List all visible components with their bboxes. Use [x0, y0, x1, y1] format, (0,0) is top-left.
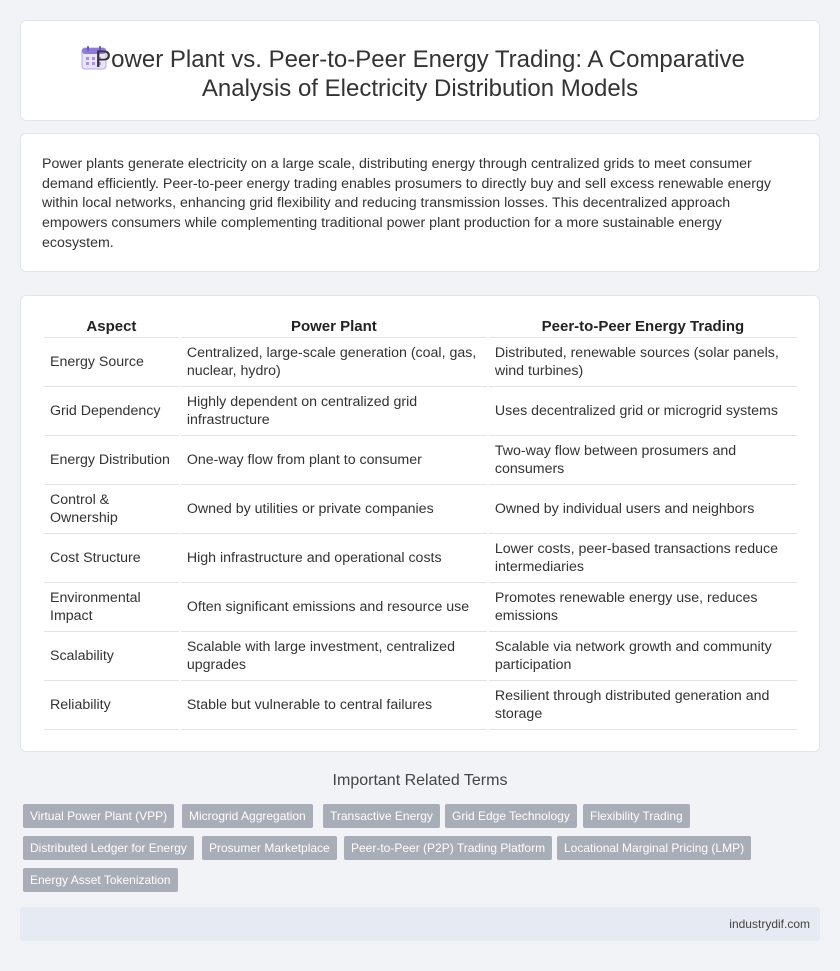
- tag-energy-asset-tokenization[interactable]: Energy Asset Tokenization: [23, 868, 178, 892]
- table-row: [44, 338, 797, 387]
- tag-locational-marginal-pricing[interactable]: Locational Marginal Pricing (LMP): [557, 836, 751, 860]
- row-p2p: Uses decentralized grid or microgrid systems: [489, 387, 797, 436]
- row-aspect: Energy Source: [44, 338, 179, 387]
- tag-distributed-ledger[interactable]: Distributed Ledger for Energy: [23, 836, 194, 860]
- tag-microgrid-aggregation[interactable]: Microgrid Aggregation: [182, 804, 313, 828]
- page-title-line-1: Power Plant vs. Peer-to-Peer Energy Trading: A Comparative: [95, 46, 745, 73]
- tag-virtual-power-plant[interactable]: Virtual Power Plant (VPP): [23, 804, 174, 828]
- footer: [20, 907, 820, 941]
- row-aspect: Grid Dependency: [44, 387, 179, 436]
- table-row: [44, 387, 797, 436]
- tag-grid-edge-technology[interactable]: Grid Edge Technology: [445, 804, 577, 828]
- comparison-card: [20, 295, 820, 752]
- intro-paragraph: Power plants generate electricity on a large scale, distributing energy through centralized grids to meet consumer demand efficiently. Peer-to-peer energy trading enables prosumers to directly buy and sell excess renewable energy within local networks, enhancing grid flexibility and reducing transmission losses. This decentralized approach empowers consumers while complementing traditional power plant production for a more sustainable energy ecosystem.: [42, 156, 771, 251]
- comparison-table: [42, 315, 799, 730]
- table-row: [44, 534, 797, 583]
- footer-site-link[interactable]: industrydif.com: [729, 917, 810, 931]
- row-power-plant: High infrastructure and operational costs: [181, 534, 487, 583]
- header-power-plant: Power Plant: [181, 315, 487, 338]
- tag-flexibility-trading[interactable]: Flexibility Trading: [583, 804, 690, 828]
- row-p2p: Two-way flow between prosumers and consumers: [489, 436, 797, 485]
- row-p2p: Distributed, renewable sources (solar panels, wind turbines): [489, 338, 797, 387]
- row-power-plant: Scalable with large investment, centralized upgrades: [181, 632, 487, 681]
- row-aspect: Energy Distribution: [44, 436, 179, 485]
- page-title: [21, 45, 819, 103]
- table-row: [44, 485, 797, 534]
- row-power-plant: Highly dependent on centralized grid infrastructure: [181, 387, 487, 436]
- intro-card: [20, 133, 820, 272]
- table-header-row: [44, 315, 797, 338]
- row-aspect: Reliability: [44, 681, 179, 730]
- tag-transactive-energy[interactable]: Transactive Energy: [323, 804, 440, 828]
- row-p2p: Promotes renewable energy use, reduces emissions: [489, 583, 797, 632]
- row-power-plant: Centralized, large-scale generation (coal, gas, nuclear, hydro): [181, 338, 487, 387]
- tag-prosumer-marketplace[interactable]: Prosumer Marketplace: [202, 836, 337, 860]
- row-p2p: Scalable via network growth and community participation: [489, 632, 797, 681]
- title-card: [20, 20, 820, 121]
- row-p2p: Owned by individual users and neighbors: [489, 485, 797, 534]
- row-power-plant: Stable but vulnerable to central failures: [181, 681, 487, 730]
- row-p2p: Lower costs, peer-based transactions reduce intermediaries: [489, 534, 797, 583]
- table-row: [44, 583, 797, 632]
- row-p2p: Resilient through distributed generation and storage: [489, 681, 797, 730]
- row-power-plant: Often significant emissions and resource use: [181, 583, 487, 632]
- row-aspect: Scalability: [44, 632, 179, 681]
- row-aspect: Control & Ownership: [44, 485, 179, 534]
- table-row: [44, 681, 797, 730]
- header-aspect: Aspect: [44, 315, 179, 338]
- row-power-plant: Owned by utilities or private companies: [181, 485, 487, 534]
- header-p2p: Peer-to-Peer Energy Trading: [489, 315, 797, 338]
- tag-p2p-trading-platform[interactable]: Peer-to-Peer (P2P) Trading Platform: [344, 836, 552, 860]
- table-row: [44, 436, 797, 485]
- related-terms-title: Important Related Terms: [332, 772, 508, 789]
- table-row: [44, 632, 797, 681]
- row-aspect: Cost Structure: [44, 534, 179, 583]
- row-aspect: Environmental Impact: [44, 583, 179, 632]
- row-power-plant: One-way flow from plant to consumer: [181, 436, 487, 485]
- page-title-line-2: Analysis of Electricity Distribution Models: [201, 75, 639, 102]
